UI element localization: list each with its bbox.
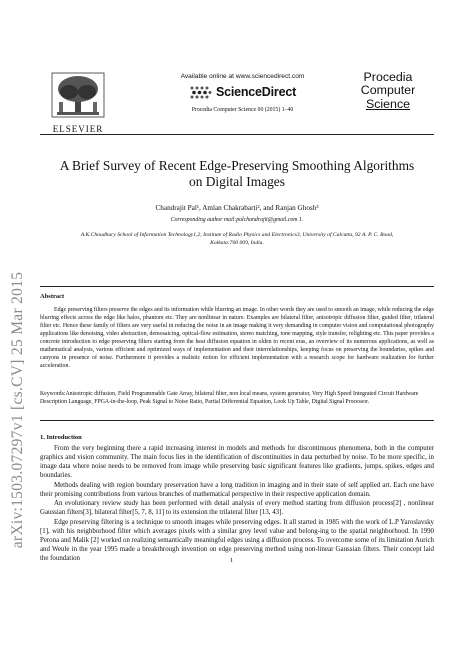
affiliation-line-2: Kolkata:700 009, India. <box>210 240 264 246</box>
paragraph: Edge preserving filtering is a technique to smooth images while preserving edges. It all started in 1985 with the work of L.P Yaroslavsky [1], with his neighborhood filter which averages pixels with a similar grey level value and belong-ing to the spatial neighborhood. In 1990 Perona and Malik [2] worked on realizing semantically meaningful edges using a diffusion process. To overcome some of its limitation Aurich and Weule in the year 1995 made a breakthrough invention on edge preserving method using non-linear Gaussian filters. Their concept laid the foundation <box>40 519 434 562</box>
elsevier-tree-icon <box>51 72 105 118</box>
elsevier-wordmark: ELSEVIER <box>52 124 104 134</box>
paper-title <box>40 158 434 190</box>
elsevier-logo <box>40 72 116 134</box>
title-line-1: A Brief Survey of Recent Edge-Preserving Smoothing Algorithms <box>59 158 415 173</box>
corresponding-author: Corresponding author mail:palchandrajit@gmail.com 1. <box>170 217 304 223</box>
author-list: Chandrajit Pal¹, Amlan Chakrabarti², and Ranjan Ghosh³ <box>155 204 319 212</box>
arxiv-identifier: arXiv:1503.07297v1 [cs.CV] 25 Mar 2015 <box>9 271 26 549</box>
abstract-heading: Abstract <box>40 293 65 300</box>
header-rule <box>40 134 434 135</box>
sciencedirect-wordmark: ScienceDirect <box>215 85 297 99</box>
paragraph: Methods dealing with region boundary preservation have a long tradition in imaging and in their state of self applied art. Each one have their promising contributions from various branches of mathematical perspective in their respective application domain. <box>40 481 434 498</box>
paragraph: An evolutionary review study has been performed with detail analysis of every method starting from diffusion process[2] , nonlinear Gaussian filters[3], bilateral filter[5, 7, 8, 11] to its extension the trilateral filter [13, 43]. <box>40 500 434 517</box>
affiliation <box>60 231 414 247</box>
journal-reference: Procedia Computer Science 00 (2015) 1–40 <box>191 107 294 113</box>
journal-name-line-3: Science <box>365 96 411 111</box>
paragraph: From the very beginning there a rapid increasing interest in models and methods for discontinuous phenomena, both in the computer graphics and vision community. The main focus lies in the identification of discontinuities in data perturbed by noise. To be more specific, in image data where noise needs to be removed from image while preserving basic significant features like gradients, jumps, spikes, edges and boundaries. <box>40 445 434 479</box>
journal-name-box <box>347 71 429 111</box>
abstract-top-rule <box>40 286 434 287</box>
section-body <box>40 445 434 565</box>
abstract-bottom-rule <box>40 420 434 421</box>
available-online-text: Available online at www.sciencedirect.com <box>180 73 305 80</box>
affiliation-line-1: A.K.Choudhury School of Information Technology1,2, Institute of Radio Physics and Electronics3, University of Calcutta, 92 A. P. C. Road, <box>80 232 394 238</box>
title-line-2: on Digital Images <box>189 174 285 189</box>
sciencedirect-logo <box>155 85 330 99</box>
abstract-text: Edge preserving filters preserve the edges and its information while blurring an image. In other words they are used to smooth an image, while reducing the edge blurring effects across the edge like halos, phantom etc. They are nonlinear in nature. Examples are bilateral filter, anisotropic diffusion filter, guided filter, trilateral filter etc. Hence these family of filters are very useful in reducing the noise in an image making it very demanding in computer vision and computational photography applications like denoising, video abstraction, demosaicing, optical-flow estimation, stereo matching, tone mapping, style transfer, relighting etc. This paper provides a concrete introduction to edge preserving filters starting from the heat diffusion equation in olden to recent eras, an overview of its numerous applications, as well as mathematical analysis, various efficient and optimized ways of implementation and their interrelationships, keeping focus on preserving the boundaries, spikes and canyons in presence of noise. Furthermore it provides a realistic notion for efficient implementation with a research scope for hardware realization for further acceleration. <box>40 307 434 369</box>
page-number: 1 <box>230 557 234 564</box>
sciencedirect-dots-icon <box>189 85 213 99</box>
keywords: Keywords:Anisotropic diffusion, Field Programmable Gate Array, bilateral filter, non local means, system generator, Very High Speed Integrated Circuit Hardware Description Language, FPGA-in-the-loop, Peak Signal to Noise Ratio, Partial Differential Equation, Look Up Table, Digital Signal Processor. <box>40 391 419 405</box>
section-heading: 1. Introduction <box>40 434 82 441</box>
journal-name-line-1: Procedia <box>363 70 413 84</box>
journal-name-line-2: Computer <box>360 83 416 98</box>
sciencedirect-block <box>155 73 330 113</box>
